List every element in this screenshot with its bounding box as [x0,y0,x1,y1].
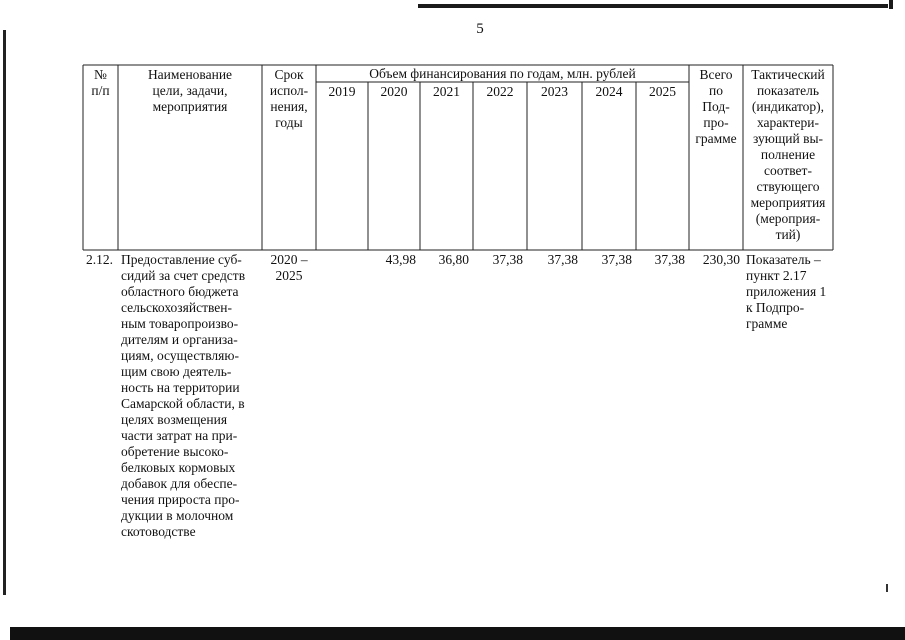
row-term: 2020 – 2025 [270,252,308,283]
page-number: 5 [476,21,484,37]
header-indicator: Тактический показатель (индикатор), характери- зующий вы- полнение соответ- ствующего мероприятия (мероприя- тий) [750,67,826,242]
header-name: Наименование цели, задачи, мероприятия [147,67,233,114]
row-value: 36,80 [438,252,469,267]
header-year: 2023 [541,84,568,99]
header-year: 2019 [328,84,356,99]
row-value: 43,98 [385,252,416,267]
header-year: 2020 [380,84,408,99]
header-year: 2024 [595,84,623,99]
row-num: 2.12. [86,252,113,267]
row-total: 230,30 [702,252,740,267]
header-year: 2021 [433,84,460,99]
header-year: 2025 [649,84,676,99]
row-value: 37,38 [492,252,523,267]
header-funding: Объем финансирования по годам, млн. рублей [369,66,636,81]
header-term: Срок испол- нения, годы [269,67,309,130]
row-name: Предоставление суб- сидий за счет средств областного бюджета сельскохозяйствен- ным товаропроизво- дителям и организа- циям, осуществляю- щим свою деятель- ность на территории Самарской области, в целях возмещения части затрат на при- обретение высоко- белковых кормовых добавок для обеспе- чения прироста про- дукции в молочном скотоводстве [121,252,246,539]
header-year: 2022 [486,84,514,99]
row-value: 37,38 [601,252,632,267]
row-indicator: Показатель – пункт 2.17 приложения 1 к Подпро- грамме [746,252,827,331]
row-value: 37,38 [654,252,685,267]
header-total: Всего по Под- про- грамме [695,67,737,146]
row-value: 37,38 [547,252,578,267]
header-num: № п/п [91,67,110,98]
